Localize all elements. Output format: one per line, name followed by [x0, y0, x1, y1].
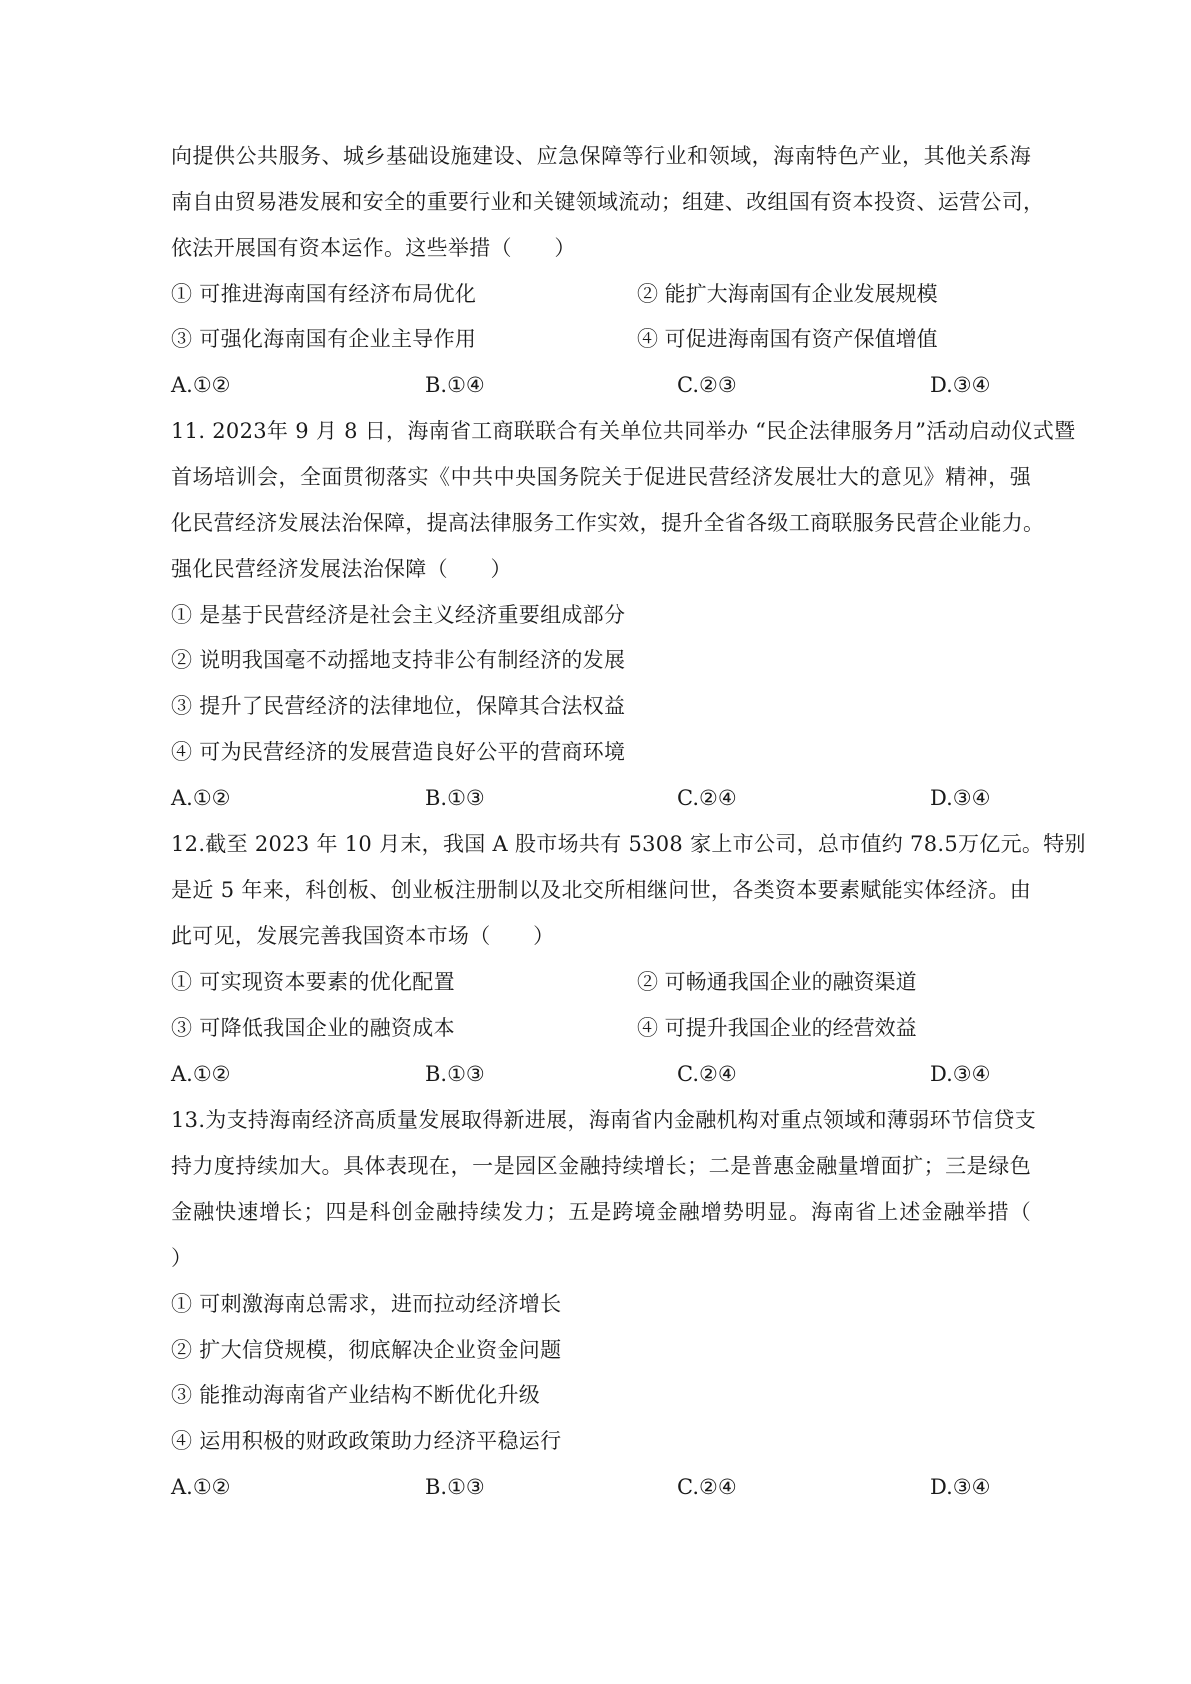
answer-d: D.③④	[930, 1062, 991, 1086]
answer-d: D.③④	[930, 786, 991, 810]
answer-c: C.②③	[677, 373, 737, 397]
answer-b: B.①③	[425, 786, 485, 810]
paragraph-line: 南自由贸易港发展和安全的重要行业和关键领域流动；组建、改组国有资本投资、运营公司，	[171, 190, 1045, 214]
answer-d: D.③④	[930, 373, 991, 397]
answer-c: C.②④	[677, 786, 737, 810]
answer-a: A.①②	[171, 786, 231, 810]
answer-c: C.②④	[677, 1475, 737, 1499]
paragraph-line: 向提供公共服务、城乡基础设施建设、应急保障等行业和领域，海南特色产业，其他关系海	[171, 144, 1031, 168]
question-11-line: 强化民营经济发展法治保障（ ）	[171, 557, 512, 581]
option-3: ③ 提升了民营经济的法律地位，保障其合法权益	[171, 694, 626, 718]
option-3: ③ 能推动海南省产业结构不断优化升级	[171, 1383, 541, 1407]
option-1: ① 可实现资本要素的优化配置	[171, 970, 455, 994]
option-4: ④ 可为民营经济的发展营造良好公平的营商环境	[171, 740, 626, 764]
option-4: ④ 可提升我国企业的经营效益	[637, 1016, 917, 1040]
question-11-line: 化民营经济发展法治保障，提高法律服务工作实效，提升全省各级工商联服务民营企业能力。	[171, 511, 1045, 535]
option-2: ② 扩大信贷规模，彻底解决企业资金问题	[171, 1338, 562, 1362]
option-4: ④ 可促进海南国有资产保值增值	[637, 327, 938, 351]
option-1: ① 可推进海南国有经济布局优化	[171, 282, 477, 306]
answer-b: B.①③	[425, 1475, 485, 1499]
option-1: ① 可刺激海南总需求，进而拉动经济增长	[171, 1292, 562, 1316]
answer-d: D.③④	[930, 1475, 991, 1499]
option-2: ② 可畅通我国企业的融资渠道	[637, 970, 917, 994]
answer-a: A.①②	[171, 1475, 231, 1499]
question-11-line: 首场培训会，全面贯彻落实《中共中央国务院关于促进民营经济发展壮大的意见》精神，强	[171, 465, 1031, 489]
option-2: ② 说明我国毫不动摇地支持非公有制经济的发展	[171, 648, 626, 672]
question-13-line: 持力度持续加大。具体表现在，一是园区金融持续增长；二是普惠金融量增面扩；三是绿色	[171, 1154, 1031, 1178]
option-3: ③ 可强化海南国有企业主导作用	[171, 327, 477, 351]
question-13-line: 金融快速增长；四是科创金融持续发力；五是跨境金融增势明显。海南省上述金融举措（	[171, 1200, 1031, 1224]
answer-b: B.①③	[425, 1062, 485, 1086]
question-13-line: ）	[171, 1246, 193, 1270]
answer-c: C.②④	[677, 1062, 737, 1086]
question-13-line: 13.为支持海南经济高质量发展取得新进展，海南省内金融机构对重点领域和薄弱环节信贷支	[171, 1108, 1036, 1132]
option-4: ④ 运用积极的财政政策助力经济平稳运行	[171, 1429, 562, 1453]
answer-a: A.①②	[171, 1062, 231, 1086]
question-11-line: 11. 2023年 9 月 8 日，海南省工商联联合有关单位共同举办 “民企法律服务月”活动启动仪式暨	[171, 419, 1076, 443]
question-12-line: 是近 5 年来，科创板、创业板注册制以及北交所相继问世，各类资本要素赋能实体经济。由	[171, 878, 1031, 902]
option-2: ② 能扩大海南国有企业发展规模	[637, 282, 938, 306]
paragraph-line: 依法开展国有资本运作。这些举措（ ）	[171, 236, 576, 260]
question-12-line: 此可见，发展完善我国资本市场（ ）	[171, 924, 555, 948]
question-12-line: 12.截至 2023 年 10 月末，我国 A 股市场共有 5308 家上市公司，总市值约 78.5万亿元。特别	[171, 832, 1086, 856]
answer-b: B.①④	[425, 373, 485, 397]
option-1: ① 是基于民营经济是社会主义经济重要组成部分	[171, 603, 626, 627]
option-3: ③ 可降低我国企业的融资成本	[171, 1016, 455, 1040]
answer-a: A.①②	[171, 373, 231, 397]
